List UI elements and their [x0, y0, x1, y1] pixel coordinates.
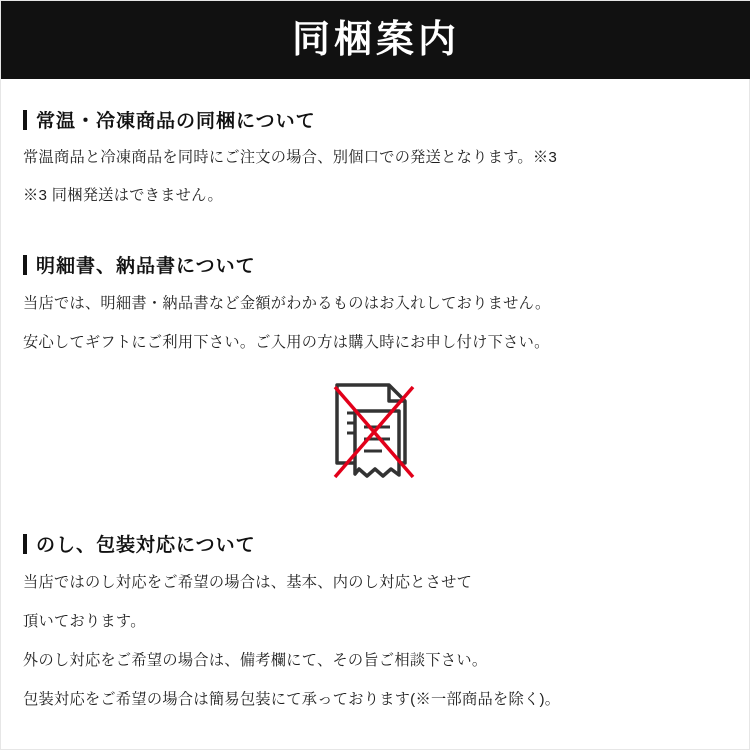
- heading-bar-icon: [23, 110, 27, 130]
- section-line: 安心してギフトにご利用下さい。ご入用の方は購入時にお申し付け下さい。: [23, 334, 550, 352]
- page-title: 同梱案内: [291, 19, 460, 61]
- section-line: 頂いております。: [23, 613, 146, 631]
- header-banner: [1, 1, 750, 79]
- section-line: 常温商品と冷凍商品を同時にご注文の場合、別個口での発送となります。※3: [23, 149, 558, 166]
- section-line: 当店では、明細書・納品書など金額がわかるものはお入れしておりません。: [23, 295, 551, 313]
- heading-bar-icon: [23, 534, 27, 554]
- section-heading-label: 常温・冷凍商品の同梱について: [36, 111, 316, 132]
- heading-bar-icon: [23, 255, 27, 275]
- section-heading: [23, 251, 727, 278]
- section-statement-invoice: [23, 251, 727, 492]
- section-line: 当店ではのし対応をご希望の場合は、基本、内のし対応とさせて: [23, 574, 473, 592]
- section-heading: [23, 106, 727, 133]
- main-content: [1, 106, 749, 713]
- section-noshi-wrapping: [23, 530, 727, 713]
- section-line: 外のし対応をご希望の場合は、備考欄にて、その旨ご相談下さい。: [23, 652, 488, 670]
- section-line: ※3 同梱発送はできません。: [23, 187, 224, 205]
- no-invoice-icon-wrap: [23, 374, 727, 492]
- no-invoice-icon: [327, 377, 423, 489]
- section-heading-label: 明細書、納品書について: [36, 256, 256, 278]
- section-heading-label: のし、包装対応について: [36, 535, 256, 557]
- section-ambient-frozen: [23, 106, 727, 209]
- section-line: 包装対応をご希望の場合は簡易包装にて承っております(※一部商品を除く)。: [23, 691, 561, 709]
- section-heading: [23, 530, 727, 557]
